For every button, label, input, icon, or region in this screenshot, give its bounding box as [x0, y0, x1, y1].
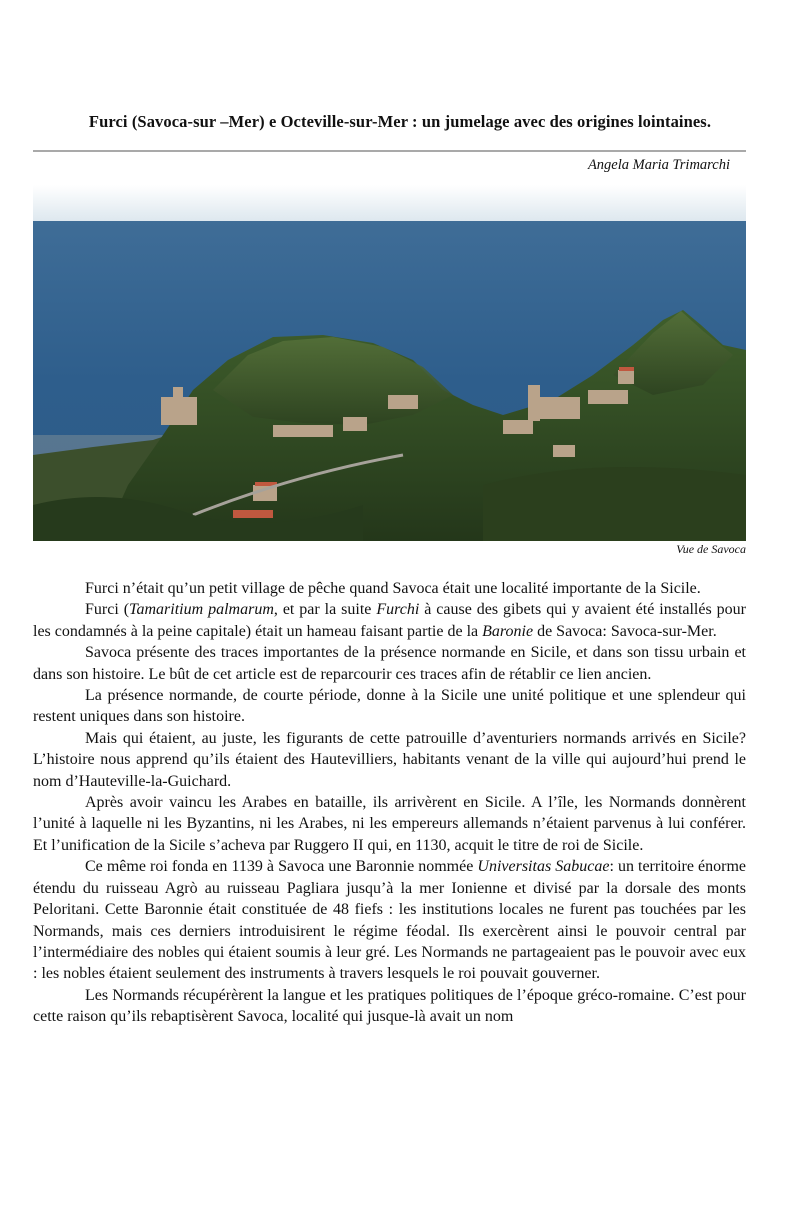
body-paragraph: [33, 599, 746, 642]
body-paragraph: [33, 685, 746, 728]
italic-term: Universitas Sabucae: [477, 858, 610, 876]
body-paragraph: [33, 856, 746, 984]
italic-term: Baronie: [482, 622, 534, 640]
text-run: : un territoire énorme étendu du ruisseau Agrò au ruisseau Pagliara jusqu’à la mer Ionienne et divisé par la dorsale des monts Peloritani. Cette Baronnie était constituée de 48 fiefs : les institutions locales ne furent pas touchées par les Normands, mais ces derniers introduisirent le régime féodal. Ils exercèrent ainsi le pouvoir central par l’intermédiaire des nobles qui étaient soumis à leur gré. Les Normands ne partageaient pas le pouvoir avec eux : les nobles étaient seulement des instruments à travers lesquels le roi pouvait gouverner.: [33, 858, 747, 983]
text-run: La présence normande, de courte période, donne à la Sicile une unité politique et une splendeur qui restent uniques dans son histoire.: [33, 687, 746, 726]
author-name: Angela Maria Trimarchi: [587, 157, 730, 173]
body-paragraph: [33, 792, 746, 856]
photo-caption: Vue de Savoca: [676, 542, 746, 556]
body-paragraph: [33, 985, 746, 1028]
text-run: Les Normands récupérèrent la langue et les pratiques politiques de l’époque gréco-romaine. C’est pour cette raison qu’ils rebaptisèrent Savoca, localité qui jusque-là avait un nom: [33, 986, 746, 1026]
text-run: Savoca présente des traces importantes de la présence normande en Sicile, et dans son tissu urbain et dans son histoire. Le bût de cet article est de reparcourir ces traces afin de rétablir ce lien ancien.: [33, 644, 746, 683]
body-paragraph: [33, 642, 746, 685]
text-run: Après avoir vaincu les Arabes en bataille, ils arrivèrent en Sicile. A l’île, les Normands donnèrent l’unité à laquelle ni les Byzantins, ni les Arabes, ni les empereurs allemands n’étaient parvenus à lui conférer. Et l’unification de la Sicile s’acheva par Ruggero II qui, en 1130, acquit le titre de roi de Sicile.: [33, 794, 746, 854]
body-paragraph: [33, 728, 746, 792]
body-paragraph: [33, 578, 746, 599]
text-run: à cause des gibets qui y avaient été installés pour les condamnés à la peine capitale) était un hameau faisant partie de la: [33, 601, 746, 640]
italic-term: Furchi: [376, 601, 420, 619]
savoca-photo: [33, 185, 746, 541]
text-run: de Savoca: Savoca-sur-Mer.: [533, 622, 717, 640]
text-run: Furci (: [85, 601, 130, 619]
italic-term: Tamaritium palmarum: [129, 601, 274, 619]
text-run: Mais qui étaient, au juste, les figurants de cette patrouille d’aventuriers normands arrivés en Sicile? L’histoire nous apprend qu’ils étaient des Hautevilliers, habitants venant de la ville qui aujourd’hui prend le nom d’Hauteville-la-Guichard.: [33, 729, 746, 790]
article-title: Furci (Savoca-sur –Mer) e Octeville-sur-Mer : un jumelage avec des origines lointaines.: [88, 112, 712, 131]
article-body: [33, 578, 746, 1028]
title-divider: [33, 150, 746, 152]
text-run: Ce même roi fonda en 1139 à Savoca une Baronnie nommée: [85, 858, 478, 876]
text-run: Furci n’était qu’un petit village de pêche quand Savoca était une localité importante de la Sicile.: [85, 580, 701, 597]
text-run: , et par la suite: [273, 601, 377, 619]
